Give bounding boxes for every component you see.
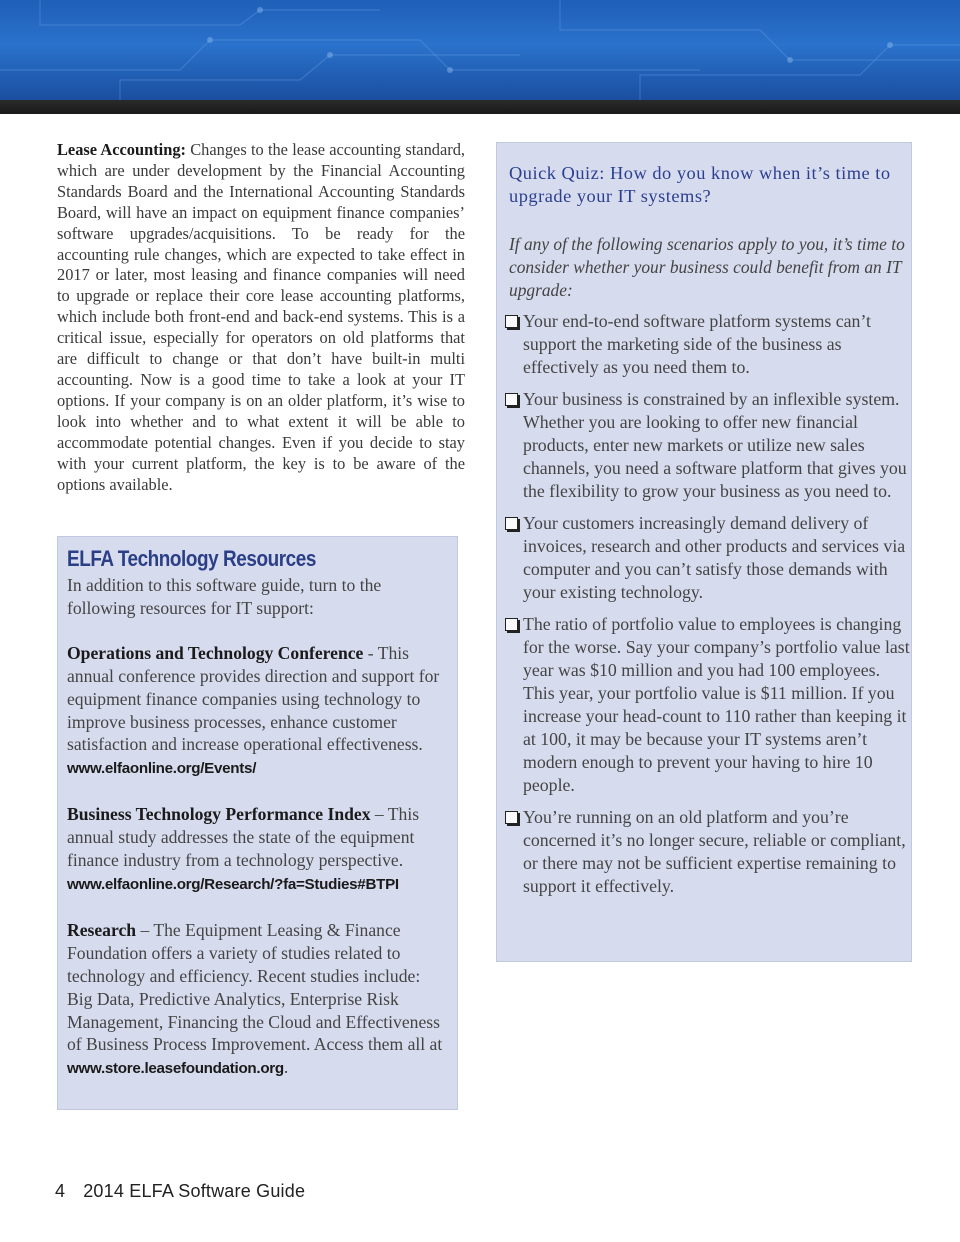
resource-body: The Equipment Leasing & Finance Foundation offers a variety of studies related to technology and efficiency. Recent studies include: Big Data, Predictive Analytics, Enterprise Risk Management, Financing the Cloud and Effectiveness of Business Process Improvement. Access them all at xyxy=(67,919,443,1055)
quiz-checklist xyxy=(503,310,911,898)
resource-heading: Research xyxy=(67,919,137,940)
resource-item xyxy=(67,919,447,1081)
quiz-title: Quick Quiz: How do you know when it’s time to upgrade your IT systems? xyxy=(509,163,891,207)
quick-quiz-panel xyxy=(496,142,912,962)
lease-accounting-body: Changes to the lease accounting standard, which are under development by the Financial Accounting Standards Board and the International Accounting Standards Board, will have an impact on equipment finance companies’ software upgrades/acquisitions. To be ready for the accounting rule changes, which are expected to take effect in 2017 or later, most leasing and finance companies will need to upgrade or replace their core lease accounting platforms, which include both front-end and back-end systems. This is a critical issue, especially for operators on old platforms that are difficult to change or that don’t have built-in multi accounting. Now is a good time to take a look at your IT options. If your company is on an older platform, it’s wise to look into whether and to what extent it will be able to accommodate potential changes. Even if you decide to stay with your current platform, the key is to be aware of the options available. xyxy=(57,140,465,494)
page-footer xyxy=(55,1181,305,1202)
resource-heading: Business Technology Performance Index xyxy=(67,804,371,825)
quiz-checklist-item xyxy=(503,310,911,379)
resource-trailing: . xyxy=(283,1057,289,1078)
resource-separator: – xyxy=(370,804,388,825)
quiz-item-text: Your business is constrained by an inflexible system. Whether you are looking to offer new financial products, enter new markets or utilize new sales channels, you need a software platform that gives you the flexibility to grow your business as you need to. xyxy=(523,388,907,501)
checkbox-icon xyxy=(505,393,518,406)
quiz-checklist-item xyxy=(503,512,911,604)
resource-separator: – xyxy=(136,919,154,940)
resources-title: ELFA Technology Resources xyxy=(67,546,316,571)
circuit-pattern-graphic xyxy=(0,0,960,100)
quiz-checklist-item xyxy=(503,806,911,898)
quiz-item-text: Your customers increasingly demand delivery of invoices, research and other products and services via computer and you can’t satisfy those demands with your existing technology. xyxy=(523,512,906,602)
resource-body: This annual study addresses the state of the equipment finance industry from a technology perspective. xyxy=(67,804,420,871)
page-number: 4 xyxy=(55,1181,66,1201)
resource-heading: Operations and Technology Conference xyxy=(67,642,364,663)
lease-accounting-heading: Lease Accounting: xyxy=(57,140,186,159)
header-banner xyxy=(0,0,960,100)
resource-separator: - xyxy=(363,642,378,663)
resource-link[interactable]: www.elfaonline.org/Events/ xyxy=(67,760,257,778)
header-divider-bar xyxy=(0,100,960,114)
resources-intro: In addition to this software guide, turn to the following resources for IT support: xyxy=(67,575,382,618)
checkbox-icon xyxy=(505,517,518,530)
quiz-item-text: The ratio of portfolio value to employees is changing for the worse. Say your company’s portfolio value last year was $10 million and you had 100 employees. This year, your portfolio value is $11 million. If you increase your head-count to 110 rather than keeping it at 100, it may be because your IT systems aren’t modern enough to prevent your having to hire 10 people. xyxy=(523,613,910,795)
publication-title: 2014 ELFA Software Guide xyxy=(83,1181,306,1201)
quiz-intro: If any of the following scenarios apply to you, it’s time to consider whether your business could benefit from an IT upgrade: xyxy=(509,233,905,300)
checkbox-icon xyxy=(505,618,518,631)
resource-link[interactable]: www.elfaonline.org/Research/?fa=Studies#BTPI xyxy=(67,875,399,893)
resource-link[interactable]: www.store.leasefoundation.org xyxy=(67,1060,284,1078)
quiz-checklist-item xyxy=(503,388,911,503)
resource-item xyxy=(67,642,447,781)
quiz-checklist-item xyxy=(503,613,911,797)
quiz-item-text: Your end-to-end software platform systems can’t support the marketing side of the business as effectively as you need them to. xyxy=(523,310,871,377)
resource-item xyxy=(67,803,447,897)
elfa-resources-panel xyxy=(57,536,458,1110)
checkbox-icon xyxy=(505,315,518,328)
checkbox-icon xyxy=(505,811,518,824)
quiz-item-text: You’re running on an old platform and you’re concerned it’s no longer secure, reliable or compliant, or there may not be sufficient expertise remaining to support it effectively. xyxy=(523,806,906,896)
resource-body: This annual conference provides direction and support for equipment finance companies using technology to improve business processes, enhance customer satisfaction and increase operational effectiveness. xyxy=(67,642,440,755)
lease-accounting-section xyxy=(57,140,465,495)
